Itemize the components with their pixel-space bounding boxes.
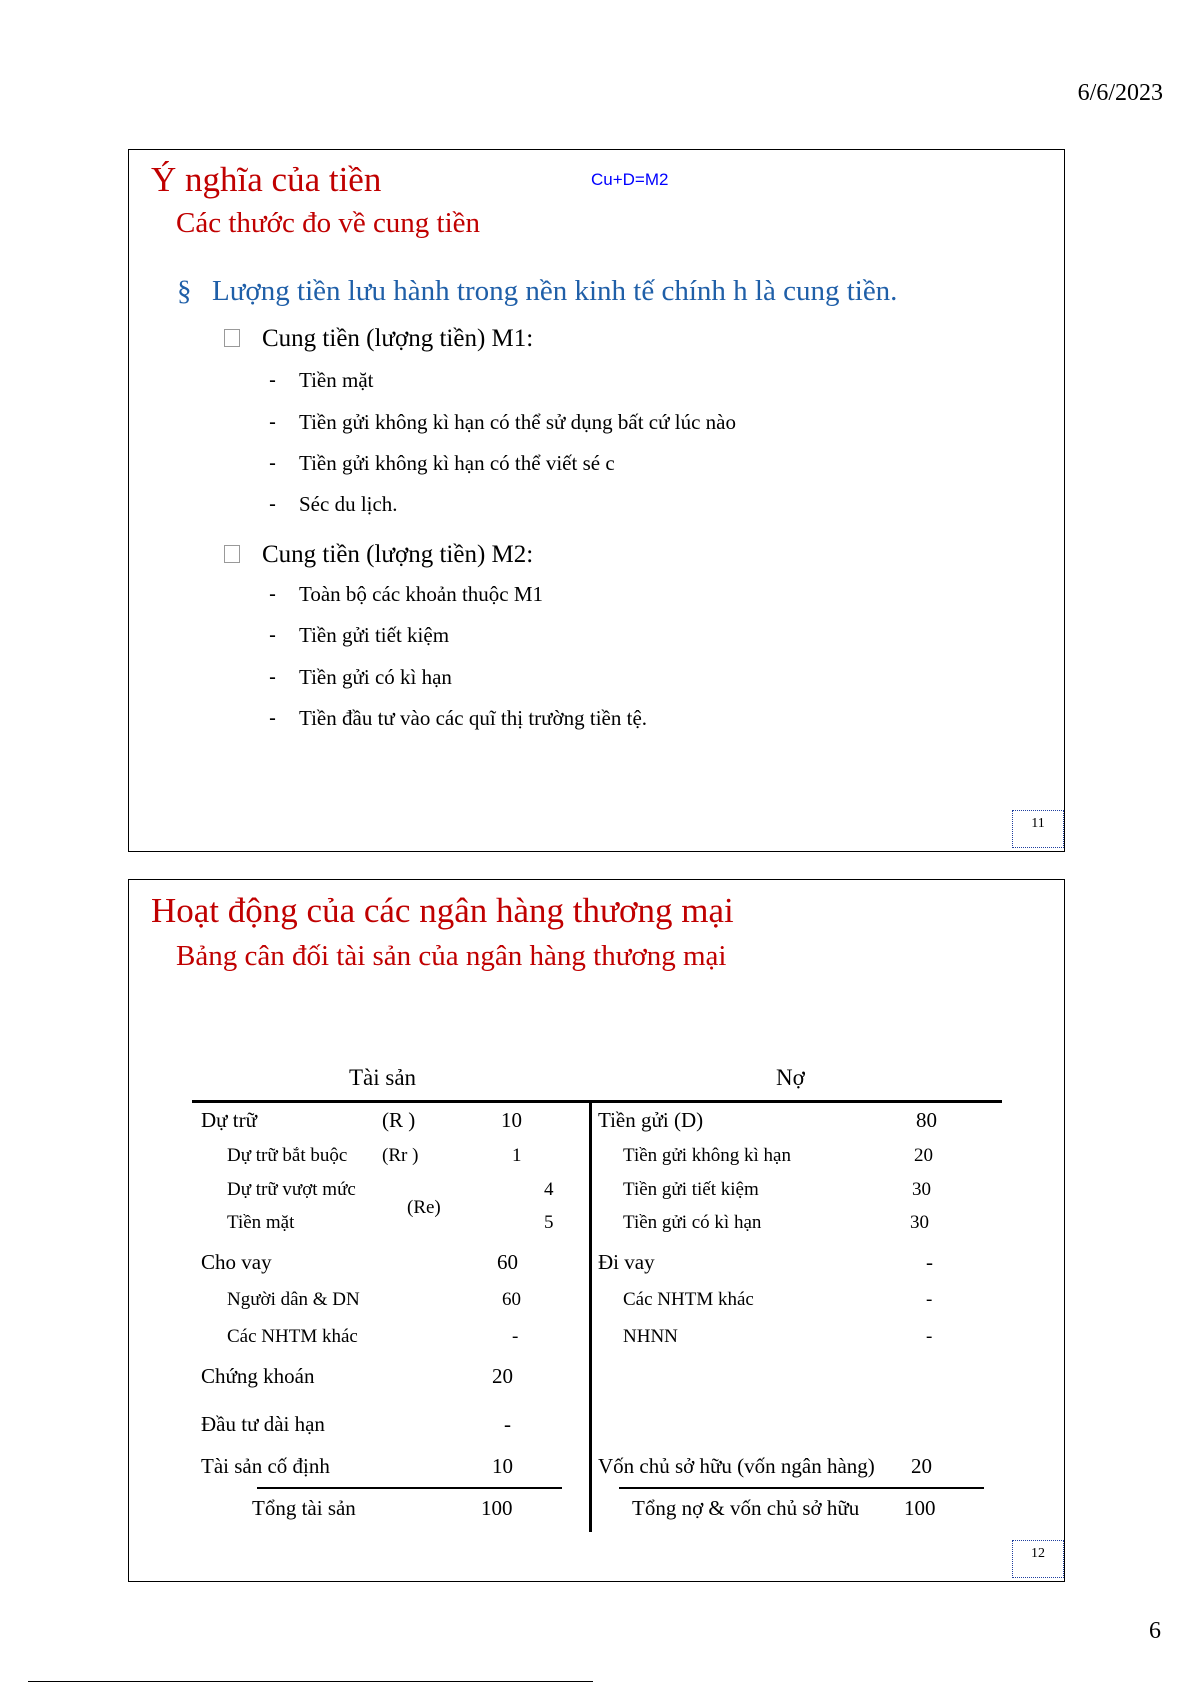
slide-12: [128, 879, 1065, 1582]
loans-people-label: Người dân & DN: [227, 1289, 360, 1310]
loans-people-value: 60: [502, 1289, 521, 1310]
long-term-investment-value: -: [504, 1412, 511, 1436]
list-item: [269, 410, 736, 435]
cash-label: Tiền mặt: [227, 1212, 295, 1233]
required-reserves-label: Dự trữ bắt buộc: [227, 1145, 348, 1166]
main-bullet-text: Lượng tiền lưu hành trong nền kinh tế chính h là cung tiền.: [212, 275, 898, 307]
list-item-text: Tiền mặt: [299, 368, 374, 392]
other-banks-label: Các NHTM khác: [623, 1289, 754, 1310]
m1-heading: [224, 325, 533, 353]
slide-title: Hoạt động của các ngân hàng thương mại: [151, 891, 734, 930]
loans-value: 60: [497, 1250, 518, 1274]
list-item: [269, 368, 373, 393]
required-reserves-value: 1: [512, 1145, 522, 1166]
equity-label: Vốn chủ sở hữu (vốn ngân hàng): [598, 1454, 875, 1478]
section-bullet-icon: §: [177, 275, 192, 307]
m2-heading: [224, 541, 533, 569]
dash-bullet-icon: -: [269, 624, 276, 647]
borrowing-label: Đi vay: [598, 1250, 655, 1274]
footer-rule: [28, 1681, 593, 1682]
time-deposits-label: Tiền gửi có kì hạn: [623, 1212, 762, 1233]
slide-number: 11: [1012, 810, 1064, 848]
securities-label: Chứng khoán: [201, 1364, 315, 1388]
m1-heading-text: Cung tiền (lượng tiền) M1:: [262, 325, 534, 352]
cash-value: 5: [544, 1212, 554, 1233]
loans-label: Cho vay: [201, 1250, 272, 1274]
reserves-value: 10: [501, 1108, 522, 1132]
excess-reserves-value: 4: [544, 1179, 554, 1200]
list-item: [269, 451, 615, 476]
other-banks-value: -: [926, 1289, 933, 1310]
savings-deposits-value: 30: [912, 1179, 931, 1200]
list-item-text: Tiền gửi có kì hạn: [299, 665, 452, 689]
dash-bullet-icon: -: [269, 493, 276, 516]
long-term-investment-label: Đầu tư dài hạn: [201, 1412, 325, 1436]
slide-subtitle: Bảng cân đối tài sản của ngân hàng thương mại: [176, 940, 727, 972]
deposits-label: Tiền gửi (D): [598, 1108, 704, 1132]
list-item: [269, 492, 398, 517]
savings-deposits-label: Tiền gửi tiết kiệm: [623, 1179, 759, 1200]
list-item-text: Séc du lịch.: [299, 492, 398, 516]
fixed-assets-label: Tài sản cố định: [201, 1454, 330, 1478]
list-item-text: Tiền gửi không kì hạn có thể sử dụng bất cứ lúc nào: [299, 410, 736, 434]
slide-subtitle: Các thước đo về cung tiền: [176, 207, 481, 239]
header-date: 6/6/2023: [1077, 80, 1163, 106]
checkbox-bullet-icon: [224, 329, 240, 347]
dash-bullet-icon: -: [269, 452, 276, 475]
slide-number: 12: [1012, 1540, 1064, 1578]
page-number: 6: [1149, 1618, 1161, 1644]
excess-reserves-code: (Re): [407, 1197, 441, 1218]
slide-11: [128, 149, 1065, 852]
list-item-text: Tiền gửi không kì hạn có thể viết sé c: [299, 451, 615, 475]
reserves-label: Dự trữ: [201, 1108, 258, 1132]
liabilities-total-rule: [619, 1487, 984, 1489]
excess-reserves-label: Dự trữ vượt mức: [227, 1179, 356, 1200]
loans-banks-label: Các NHTM khác: [227, 1326, 358, 1347]
t-account-divider: [589, 1100, 592, 1532]
central-bank-value: -: [926, 1326, 933, 1347]
fixed-assets-value: 10: [492, 1454, 513, 1478]
dash-bullet-icon: -: [269, 369, 276, 392]
list-item-text: Tiền gửi tiết kiệm: [299, 623, 450, 647]
dash-bullet-icon: -: [269, 707, 276, 730]
list-item-text: Toàn bộ các khoản thuộc M1: [299, 582, 544, 606]
list-item: [269, 665, 452, 690]
equity-value: 20: [911, 1454, 932, 1478]
total-liabilities-value: 100: [904, 1496, 936, 1520]
liabilities-header: Nợ: [776, 1065, 805, 1090]
required-reserves-code: (Rr ): [382, 1145, 419, 1166]
header-rule: [192, 1100, 1002, 1103]
main-bullet: [177, 275, 897, 308]
dash-bullet-icon: -: [269, 411, 276, 434]
securities-value: 20: [492, 1364, 513, 1388]
demand-deposits-value: 20: [914, 1145, 933, 1166]
checkbox-bullet-icon: [224, 545, 240, 563]
demand-deposits-label: Tiền gửi không kì hạn: [623, 1145, 791, 1166]
central-bank-label: NHNN: [623, 1326, 678, 1347]
handwritten-note: Cu+D=M2: [591, 170, 669, 189]
deposits-value: 80: [916, 1108, 937, 1132]
list-item: [269, 582, 543, 607]
slide-title: Ý nghĩa của tiền: [151, 160, 382, 199]
list-item-text: Tiền đầu tư vào các quĩ thị trường tiền tệ.: [299, 706, 648, 730]
dash-bullet-icon: -: [269, 583, 276, 606]
m2-heading-text: Cung tiền (lượng tiền) M2:: [262, 541, 534, 568]
total-assets-value: 100: [481, 1496, 513, 1520]
assets-header: Tài sản: [349, 1065, 417, 1090]
total-assets-label: Tổng tài sản: [252, 1496, 356, 1520]
loans-banks-value: -: [512, 1326, 519, 1347]
list-item: [269, 706, 647, 731]
borrowing-value: -: [926, 1250, 933, 1274]
assets-total-rule: [257, 1487, 562, 1489]
list-item: [269, 623, 449, 648]
dash-bullet-icon: -: [269, 666, 276, 689]
time-deposits-value: 30: [910, 1212, 929, 1233]
reserves-code: (R ): [382, 1108, 416, 1132]
total-liabilities-label: Tổng nợ & vốn chủ sở hữu: [632, 1496, 860, 1520]
